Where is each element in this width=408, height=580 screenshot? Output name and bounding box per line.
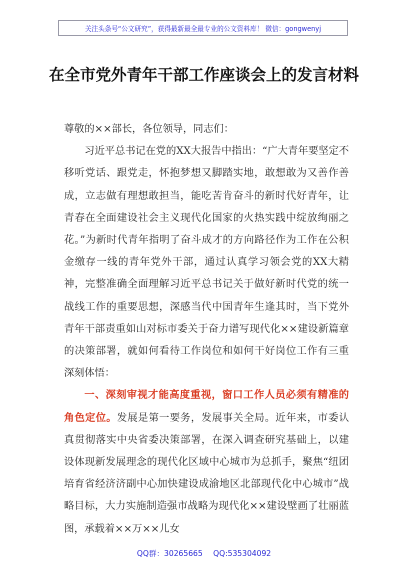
section-1: [64, 385, 349, 540]
footer-qq: QQ:535304092: [213, 549, 272, 558]
promo-banner-text: 关注头条号“公文研究”，获得最新最全最专业的公文资料库！ 微信：gongwenyj: [84, 25, 322, 33]
document-title: 在全市党外青年干部工作座谈会上的发言材料: [48, 66, 359, 84]
greeting: 尊敬的××部长，各位领导，同志们：: [64, 124, 234, 135]
promo-banner[interactable]: [58, 20, 348, 36]
footer-qq-group: QQ群：30265665: [136, 549, 203, 558]
paragraph-1: 习近平总书记在党的XX大报告中指出：“广大青年要坚定不移听党话、跟党走，怀抱梦想又脚踏实地，敢想敢为又善作善成，立志做有理想敢担当，能吃苦肯奋斗的新时代好青年，让青春在全面建设社会主义现代化国家的火热实践中绽放绚丽之花。”为新时代青年指明了奋斗成才的方向路径作为工作在公积金缴存一线的青年党外干部，通过认真学习领会党的XX大精神，完整准确全面理解习近平总书记关于做好新时代党的统一战线工作的重要思想，深感当代中国青年生逢其时，当下党外青年干部责重如山对标市委关于奋力谱写现代化××建设新篇章的决策部署，就如何看待工作岗位和如何干好岗位工作有三重深刻体悟：: [64, 146, 349, 380]
section-1-heading: 一、深刻审视才能高度重视，窗口工作人员必须有精准的角色定位。: [64, 390, 349, 424]
section-1-body: 发展是第一要务，发展事关全局。近年来，市委认真贯彻落实中央省委决策部署，在深入调查研究基础上，以建设体现新发展理念的现代化区域中心城市为总抓手，聚焦“纽团培育省经济济副中心加快建设成渝地区北部现代化中心城市”战略目标，大力实施制造强市战略为现代化××建设壁画了壮丽蓝图，承载着××万××儿女: [64, 412, 350, 535]
document-body: [64, 119, 349, 541]
footer: [0, 548, 408, 559]
